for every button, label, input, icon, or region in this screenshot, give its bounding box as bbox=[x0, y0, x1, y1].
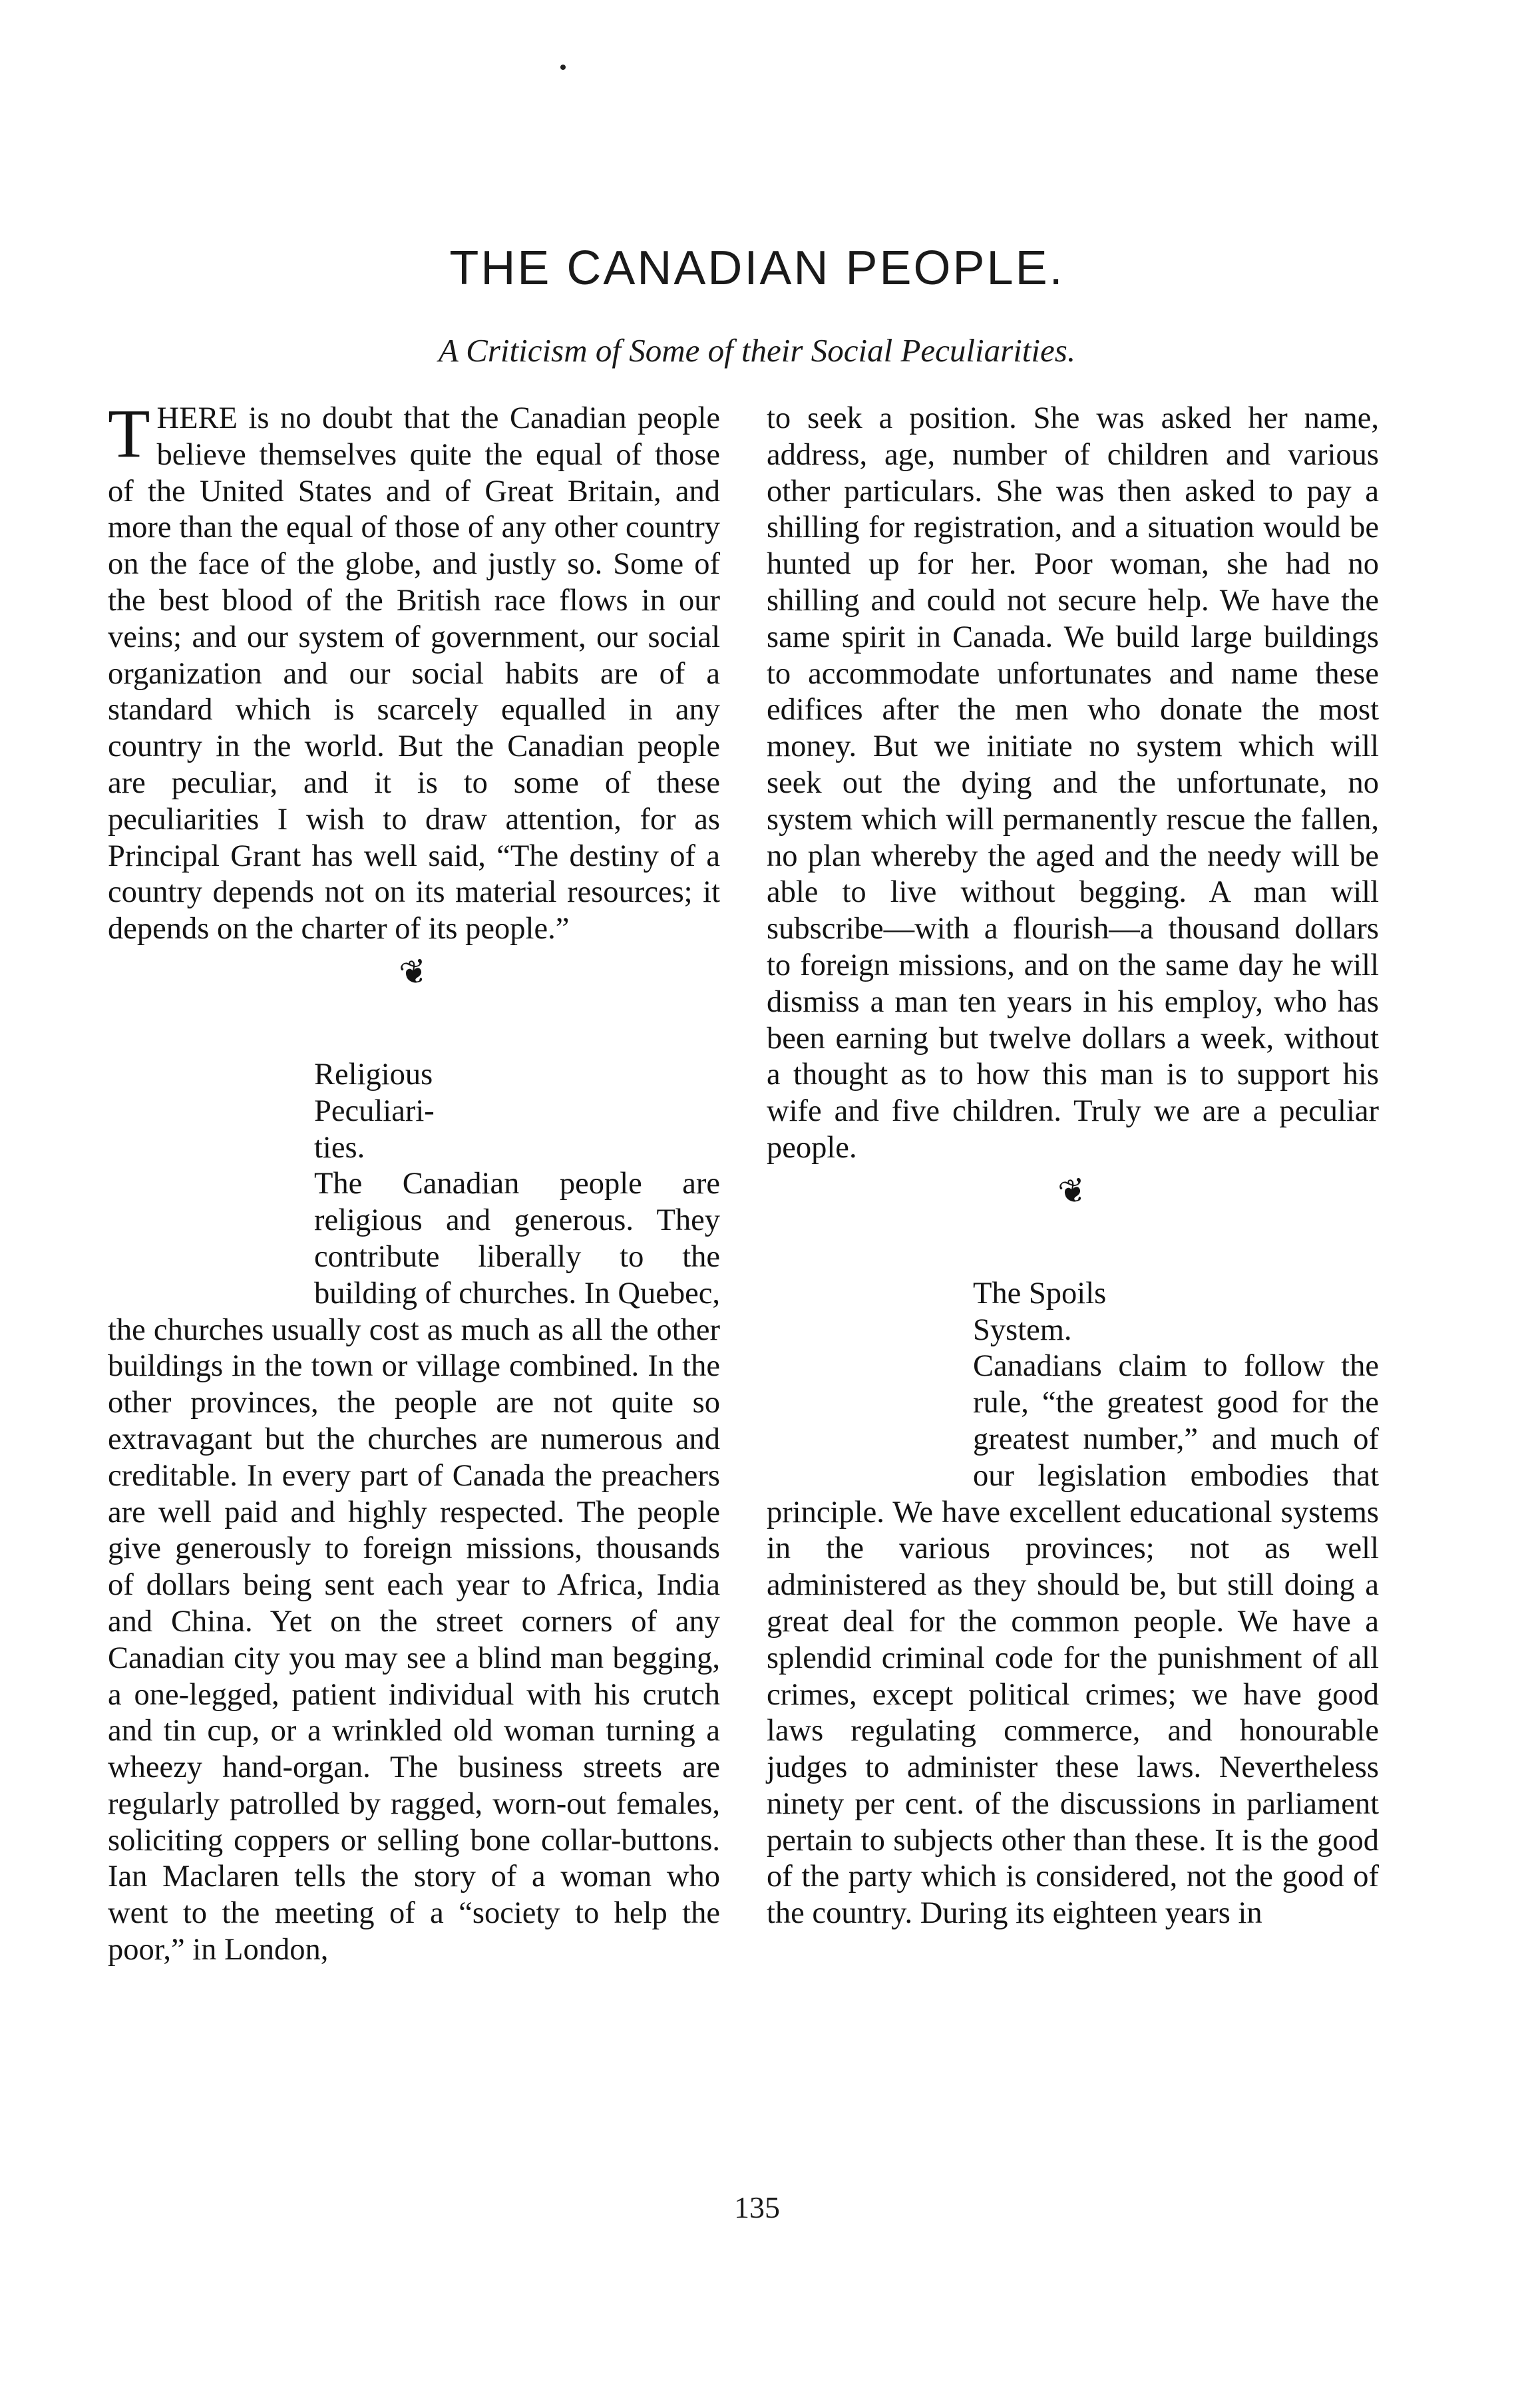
sidenote-line: The Spoils bbox=[973, 1276, 1107, 1310]
sidenote-religious-peculiarities bbox=[108, 1094, 307, 1277]
section-ornament bbox=[108, 948, 720, 1057]
section-ornament bbox=[767, 1167, 1379, 1276]
article-title: THE CANADIAN PEOPLE. bbox=[449, 242, 1065, 295]
spoils-text: Canadians claim to follow the rule, “the greatest good for the greatest number,” and much of our legislation embodies that principle. We have excellent educational systems in the various provinces; not as well administered as they should be, but still doing a great deal for the common people. We have a splendid criminal code for the punishment of all crimes, except political crimes; we have good laws regulating commerce, and honourable judges to administer these laws. Nevertheless ninety per cent. of the discussions in parliament pertain to subjects other than these. It is the good of the party which is considered, not the good of the country. During its eighteen years in bbox=[767, 1349, 1379, 1931]
fleuron-icon: ❦ bbox=[1055, 1169, 1091, 1213]
intro-text: HERE is no doubt that the Canadian people believe themselves quite the equal of those of the United States and of Great Britain, and more than the equal of those of any other country on the face of the globe, and justly so. Some of the best blood of the British race flows in our veins; and our system of government, our social organization and our social habits are of a standard which is scarcely equalled in any country in the world. But the Canadian people are peculiar, and it is to some of these peculiarities I wish to draw attention, for as Principal Grant has well said, “The destiny of a country depends not on its material resources; it depends on the charter of its people.” bbox=[108, 401, 720, 946]
fleuron-icon: ❦ bbox=[396, 951, 432, 994]
sidenote-line: ties. bbox=[314, 1130, 365, 1165]
drop-cap: T bbox=[108, 395, 150, 472]
sidenote-line: Religious bbox=[314, 1057, 433, 1092]
left-column bbox=[108, 395, 720, 1969]
sidenote-line: Peculiari- bbox=[314, 1094, 435, 1128]
article-subtitle: A Criticism of Some of their Social Peculiarities. bbox=[438, 332, 1076, 369]
sidenote-spoils-system bbox=[767, 1312, 966, 1459]
religious-text: The Canadian people are religious and generous. They contribute liberally to the building of churches. In Quebec, the churches usually cost as much as all the other buildings in the town or village combined. In the other provinces, the people are not quite so extravagant but the churches are numerous and creditable. In every part of Canada the preachers are well paid and highly respected. The people give generously to foreign missions, thousands of dollars being sent each year to Africa, India and China. Yet on the street corners of any Canadian city you may see a blind man begging, a one-legged, patient individual with his crutch and tin cup, or a wrinkled old woman turning a wheezy hand-organ. The business streets are regularly patrolled by ragged, worn-out females, soliciting coppers or selling bone collar-buttons. Ian Maclaren tells the story of a woman who went to the meeting of a “society to help the poor,” in London, bbox=[108, 1167, 720, 1967]
page-number: 135 bbox=[734, 2190, 780, 2224]
sidenote-line: System. bbox=[973, 1312, 1072, 1347]
ink-speck bbox=[560, 65, 566, 70]
right-column bbox=[767, 401, 1379, 1932]
continuation-paragraph: to seek a position. She was asked her name, address, age, number of children and various other particulars. She was then asked to pay a shilling for registration, and a situation would be hunted up for her. Poor woman, she had no shilling and could not secure help. We have the same spirit in Canada. We build large buildings to accommodate unfortunates and name these edifices after the men who donate the most money. But we initiate no system which will seek out the dying and the unfortunate, no system which will permanently rescue the fallen, no plan whereby the aged and the needy will be able to live without begging. A man will subscribe—with a flourish—a thousand dollars to foreign missions, and on the same day he will dismiss a man ten years in his employ, who has been earning but twelve dollars a week, without a thought as to how this man is to support his wife and five children. Truly we are a peculiar people. bbox=[767, 401, 1379, 1165]
intro-paragraph bbox=[108, 395, 720, 948]
